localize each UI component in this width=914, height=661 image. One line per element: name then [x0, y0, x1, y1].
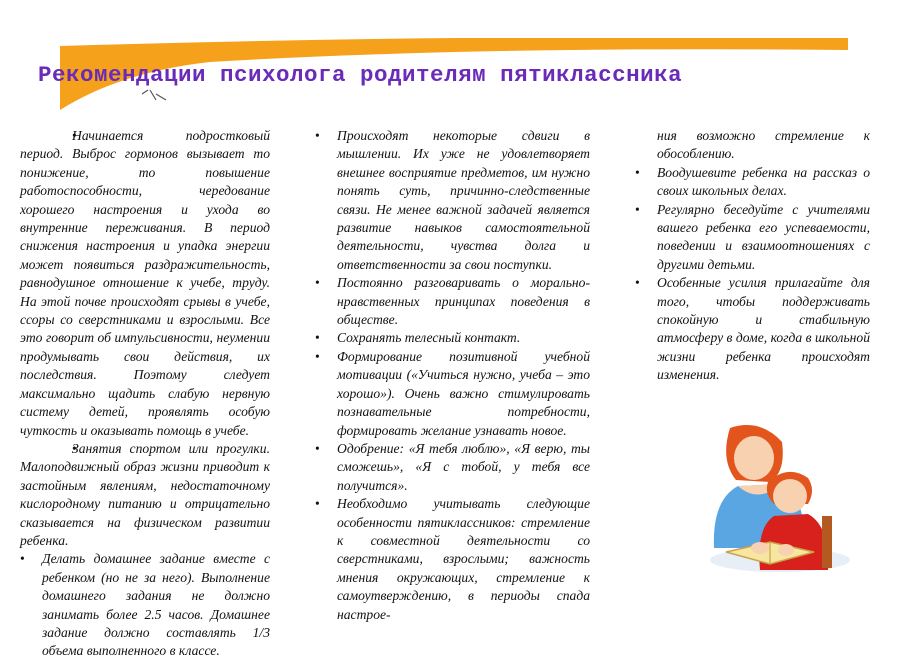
- column-middle: [315, 127, 590, 624]
- page-title: Рекомендации психолога родителям пятиклассника: [38, 62, 683, 88]
- bullet-icon: •: [315, 348, 320, 364]
- bullet-icon: •: [315, 496, 320, 512]
- list-item: • Происходят некоторые сдвиги в мышлении. Их уже не удовлетворяет внешнее восприятие предметов, им нужно понять суть, причинно-следственные связи. Не менее важной задачей является развитие навыков самостоятельной деятельности, чувства долга и ответственности за свои поступки.: [315, 128, 590, 272]
- list-item: • Необходимо учитывать следующие особенности пятиклассников: стремление к совместной деятельности со сверстниками, взрослыми; важность мнения окружающих, стремление к самоутверждению, в периоды спада настрое-: [315, 496, 590, 622]
- list-item: • Особенные усилия прилагайте для того, чтобы поддерживать спокойную и стабильную атмосферу в доме, когда в школьной жизни ребенка происходят изменения.: [635, 275, 870, 383]
- paragraph-homework: • Делать домашнее задание вместе с ребенком (но не за него). Выполнение домашнего задания не должно занимать более 2.5 часов. Домашнее задание должно составлять 1/3 объема выполненного в классе.: [20, 551, 270, 659]
- list-item: • Одобрение: «Я тебя люблю», «Я верю, ты сможешь», «Я с тобой, у тебя все получится».: [315, 440, 590, 493]
- column-left: [20, 127, 270, 661]
- list-item: • Постоянно разговаривать о морально-нравственных принципах поведения в обществе.: [315, 275, 590, 328]
- list-item: • Воодушевите ребенка на рассказ о своих школьных делах.: [635, 164, 870, 199]
- list-item: • Регулярно беседуйте с учителями вашего ребенка его успеваемости, поведении и взаимоотношениях с другими детьми.: [635, 201, 870, 272]
- list-item: • Сохранять телесный контакт.: [315, 329, 590, 347]
- bullet-icon: •: [315, 128, 320, 143]
- list-item: • Формирование позитивной учебной мотивации («Учиться нужно, учеба – это хорошо»). Очень важно стимулировать познавательные потребности, формировать желание узнавать новое.: [315, 348, 590, 438]
- bullet-icon: •: [315, 440, 320, 456]
- bullet-icon: •: [635, 275, 640, 291]
- bullet-icon: •: [20, 551, 25, 567]
- paragraph-sport: • Занятия спортом или прогулки. Малоподвижный образ жизни приводит к застойным явлениям, недостаточному кислородному питанию и отрицательно сказывается на физическом развитии ребенка.: [20, 440, 270, 550]
- bullet-icon: •: [315, 275, 320, 291]
- bullet-icon: •: [635, 164, 640, 180]
- continuation-text: ния возможно стремление к обособлению.: [657, 128, 870, 162]
- bullet-icon: •: [635, 201, 640, 217]
- bullet-icon: •: [315, 330, 320, 346]
- column-right: [635, 127, 870, 385]
- paragraph-adolescence: • Начинается подростковый период. Выброс гормонов вызывает то понижение, то повышение работоспособности, чередование хорошего настроения и ухода во внутренние переживания. В период снижения настроения и упадка энергии может появиться раздражительность, равнодушное отношение к учебе, труду. На этой почве происходят срывы в учебе, ссоры со сверстниками и взрослыми. Все это говорит об импульсивности, неумении продумывать свои действия, их последствия. Поэтому следует максимально щадить слабую нервную систему детей, проявлять особую чуткость и оказывать помощь в учебе.: [20, 127, 270, 440]
- mother-and-child-reading-illustration: [690, 420, 850, 580]
